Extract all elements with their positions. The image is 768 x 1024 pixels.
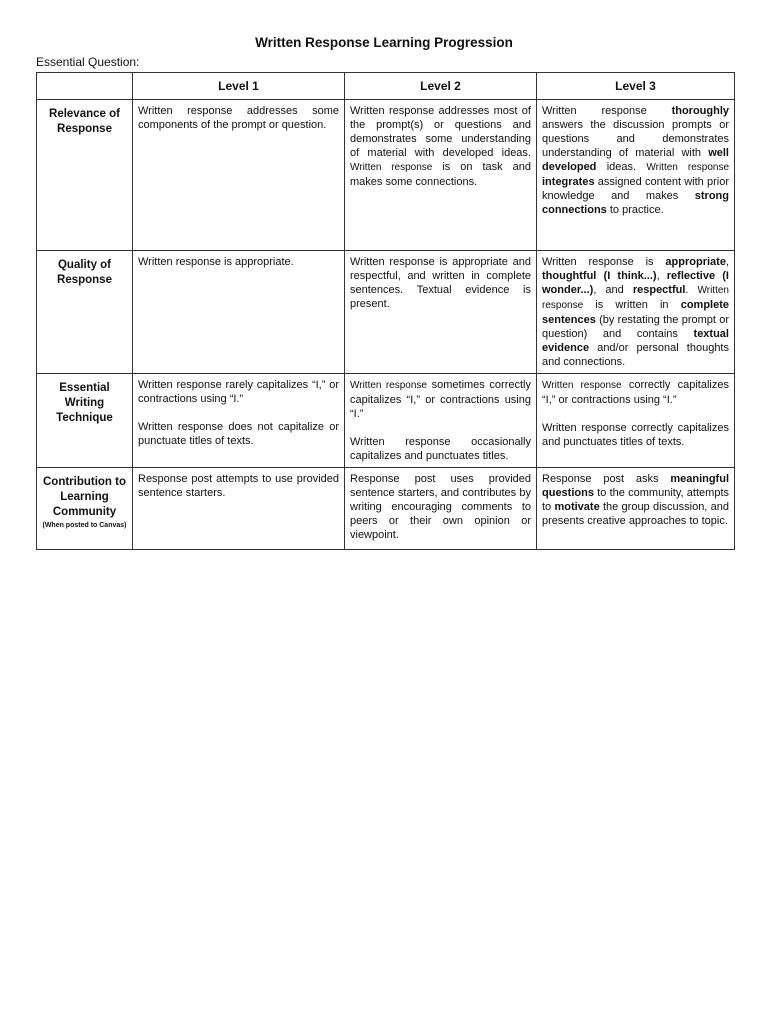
cell-text: answers the discussion prompts or questions and demonstrates understanding of material with bbox=[542, 119, 729, 159]
cell-text: , bbox=[725, 256, 729, 268]
cell-paragraph: Written response does not capitalize or punctuate titles of texts. bbox=[138, 421, 339, 447]
cell-text-small: Written response bbox=[350, 380, 427, 391]
cell-technique-level-2 bbox=[345, 374, 537, 468]
bold-term: well developed bbox=[542, 147, 729, 173]
cell-relevance-level-2 bbox=[345, 100, 537, 251]
header-level-2: Level 2 bbox=[345, 73, 537, 100]
row-label-text: Contribution to Learning Community bbox=[42, 476, 127, 518]
bold-term: motivate bbox=[554, 501, 600, 513]
table-row bbox=[37, 468, 735, 550]
cell-paragraph bbox=[350, 378, 531, 421]
header-level-1: Level 1 bbox=[133, 73, 345, 100]
bold-term: thoughtful (I think...) bbox=[542, 270, 657, 282]
header-level-3: Level 3 bbox=[537, 73, 735, 100]
bold-term: integrates bbox=[542, 176, 595, 188]
essential-question-label: Essential Question: bbox=[36, 55, 140, 69]
cell-text: correctly capitalizes “I,” or contractions using “I.” bbox=[542, 379, 729, 406]
cell-contribution-level-3 bbox=[537, 468, 735, 550]
cell-contribution-level-1: Response post attempts to use provided sentence starters. bbox=[133, 468, 345, 550]
cell-text-small: Written response bbox=[350, 162, 433, 173]
row-label-quality: Quality of Response bbox=[37, 251, 133, 374]
cell-text: , and bbox=[593, 284, 633, 296]
cell-text: Written response is bbox=[542, 256, 666, 268]
bold-term: meaningful questions bbox=[542, 473, 729, 499]
cell-text: , bbox=[656, 270, 667, 282]
table-row bbox=[37, 100, 735, 251]
header-row bbox=[37, 73, 735, 100]
corner-cell bbox=[37, 73, 133, 100]
cell-text: (by restating the prompt or question) and contains bbox=[542, 314, 729, 340]
cell-paragraph bbox=[542, 378, 729, 407]
table-row bbox=[37, 374, 735, 468]
bold-term: respectful bbox=[632, 284, 686, 296]
cell-technique-level-3 bbox=[537, 374, 735, 468]
cell-text: is written in bbox=[583, 299, 681, 311]
bold-term: complete sentences bbox=[542, 299, 729, 326]
cell-quality-level-1: Written response is appropriate. bbox=[133, 251, 345, 374]
cell-text: assigned content with prior knowledge and makes bbox=[542, 176, 729, 202]
cell-quality-level-3 bbox=[537, 251, 735, 374]
cell-text: sometimes correctly capitalizes “I,” or contractions using “I.” bbox=[350, 379, 531, 420]
cell-paragraph: Written response correctly capitalizes and punctuates titles of texts. bbox=[542, 422, 729, 448]
cell-text-small: Written response bbox=[646, 162, 730, 173]
row-label-relevance: Relevance of Response bbox=[37, 100, 133, 251]
cell-text: to the community, attempts to bbox=[542, 487, 729, 513]
cell-text: . bbox=[685, 284, 698, 296]
cell-text: Written response addresses most of the prompt(s) or questions and demonstrates some understanding of material with developed ideas. bbox=[350, 105, 531, 159]
cell-text: and/or personal thoughts and connections. bbox=[542, 342, 729, 368]
cell-text-small: Written response bbox=[542, 285, 729, 311]
cell-text: the group discussion, and presents creative approaches to topic. bbox=[542, 501, 729, 527]
cell-text: to practice. bbox=[606, 204, 664, 216]
cell-text: is on task and makes some connections. bbox=[350, 161, 531, 188]
table-row bbox=[37, 251, 735, 374]
cell-quality-level-2: Written response is appropriate and respectful, and written in complete sentences. Textual evidence is present. bbox=[345, 251, 537, 374]
cell-paragraph: Written response rarely capitalizes “I,” or contractions using “I.” bbox=[138, 379, 339, 405]
cell-paragraph: Written response occasionally capitalizes and punctuates titles. bbox=[350, 436, 531, 462]
document-title: Written Response Learning Progression bbox=[255, 35, 513, 50]
bold-term: reflective (I wonder...) bbox=[542, 270, 729, 296]
cell-technique-level-1 bbox=[133, 374, 345, 468]
row-label-note: (When posted to Canvas) bbox=[42, 522, 127, 529]
bold-term: thoroughly bbox=[671, 105, 729, 117]
cell-relevance-level-1: Written response addresses some components of the prompt or question. bbox=[133, 100, 345, 251]
cell-text-small: Written response bbox=[542, 380, 622, 391]
cell-text: Response post asks bbox=[542, 473, 671, 485]
row-label-contribution bbox=[37, 468, 133, 550]
cell-contribution-level-2: Response post uses provided sentence starters, and contributes by writing encouraging comments to peers or their own opinion or viewpoint. bbox=[345, 468, 537, 550]
bold-term: appropriate bbox=[665, 256, 726, 268]
bold-term: textual evidence bbox=[542, 328, 729, 354]
cell-text: Written response bbox=[542, 105, 672, 117]
cell-text: ideas. bbox=[596, 161, 647, 173]
rubric-table bbox=[36, 72, 735, 550]
row-label-technique: Essential Writing Technique bbox=[37, 374, 133, 468]
bold-term: strong connections bbox=[542, 190, 729, 216]
cell-relevance-level-3 bbox=[537, 100, 735, 251]
